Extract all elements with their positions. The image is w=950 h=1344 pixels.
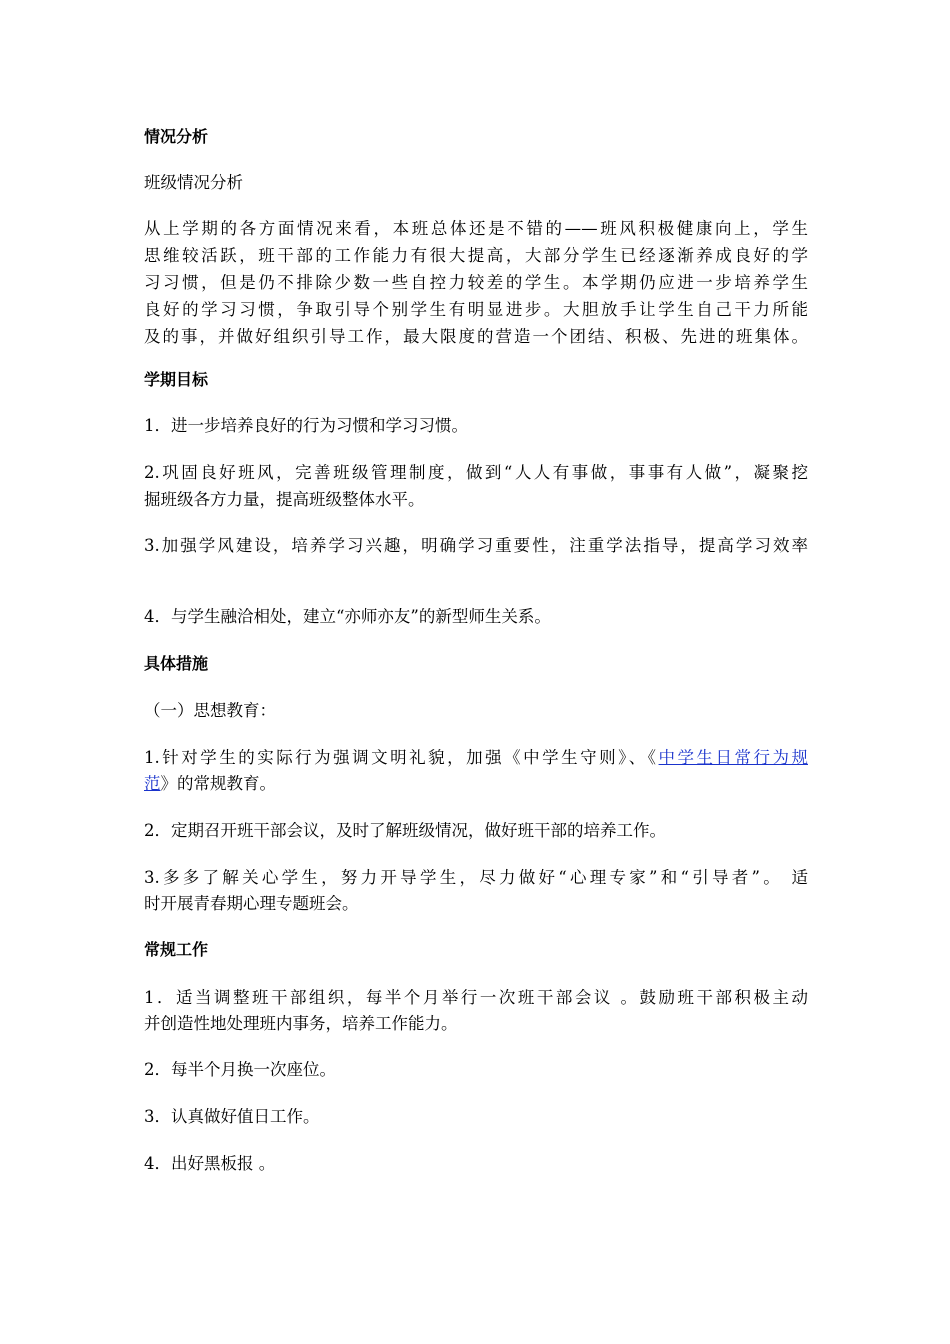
routine-item-1-line-1: 1．适当调整班干部组织，每半个月举行一次班干部会议 。鼓励班干部积极主动 bbox=[144, 988, 808, 1007]
routine-item-4: 4．出好黑板报 。 bbox=[144, 1154, 276, 1173]
analysis-paragraph-line: 思维较活跃，班干部的工作能力有很大提高，大部分学生已经逐渐养成良好的学 bbox=[144, 246, 808, 265]
measure-item-3-line-2: 时开展青春期心理专题班会。 bbox=[144, 894, 359, 913]
measure-item-3-line-1: 3.多多了解关心学生，努力开导学生，尽力做好“心理专家”和“引导者”。 适 bbox=[144, 868, 808, 887]
student-conduct-norms-link-continued[interactable]: 范 bbox=[144, 774, 161, 793]
section-heading-analysis: 情况分析 bbox=[144, 127, 209, 146]
section-heading-routine: 常规工作 bbox=[144, 940, 209, 959]
analysis-paragraph-line: 及的事，并做好组织引导工作，最大限度的营造一个团结、积极、先进的班集体。 bbox=[144, 327, 808, 346]
measure-item-1-line-2 bbox=[144, 773, 276, 795]
goal-item-4: 4．与学生融洽相处，建立“亦师亦友”的新型师生关系。 bbox=[144, 607, 551, 626]
goal-item-2-line-2: 掘班级各方力量，提高班级整体水平。 bbox=[144, 490, 425, 509]
measure-item-1-suffix: 》的常规教育。 bbox=[160, 774, 276, 793]
section-heading-goals: 学期目标 bbox=[144, 370, 209, 389]
goal-item-3: 3.加强学风建设，培养学习兴趣，明确学习重要性，注重学法指导，提高学习效率 bbox=[144, 536, 808, 555]
analysis-paragraph-line: 习习惯，但是仍不排除少数一些自控力较差的学生。本学期仍应进一步培养学生 bbox=[144, 273, 808, 292]
measure-item-1-prefix: 1.针对学生的实际行为强调文明礼貌，加强《中学生守则》、《 bbox=[144, 748, 659, 767]
routine-item-1-line-2: 并创造性地处理班内事务，培养工作能力。 bbox=[144, 1014, 458, 1033]
routine-item-3: 3．认真做好值日工作。 bbox=[144, 1107, 320, 1126]
measure-item-1-line-1 bbox=[144, 747, 808, 769]
analysis-paragraph-line: 从上学期的各方面情况来看，本班总体还是不错的——班风积极健康向上，学生 bbox=[144, 219, 808, 238]
analysis-paragraph-line: 良好的学习习惯，争取引导个别学生有明显进步。大胆放手让学生自己干力所能 bbox=[144, 300, 808, 319]
section-heading-measures: 具体措施 bbox=[144, 654, 209, 673]
goal-item-1: 1．进一步培养良好的行为习惯和学习习惯。 bbox=[144, 416, 468, 435]
measures-subheading-thought-education: （一）思想教育： bbox=[144, 701, 276, 720]
student-conduct-norms-link[interactable]: 中学生日常行为规 bbox=[658, 748, 808, 767]
goal-item-2-line-1: 2.巩固良好班风，完善班级管理制度，做到“人人有事做，事事有人做”，凝聚挖 bbox=[144, 463, 808, 482]
measure-item-2: 2．定期召开班干部会议，及时了解班级情况，做好班干部的培养工作。 bbox=[144, 821, 666, 840]
subheading-class-analysis: 班级情况分析 bbox=[144, 173, 243, 192]
routine-item-2: 2．每半个月换一次座位。 bbox=[144, 1060, 336, 1079]
